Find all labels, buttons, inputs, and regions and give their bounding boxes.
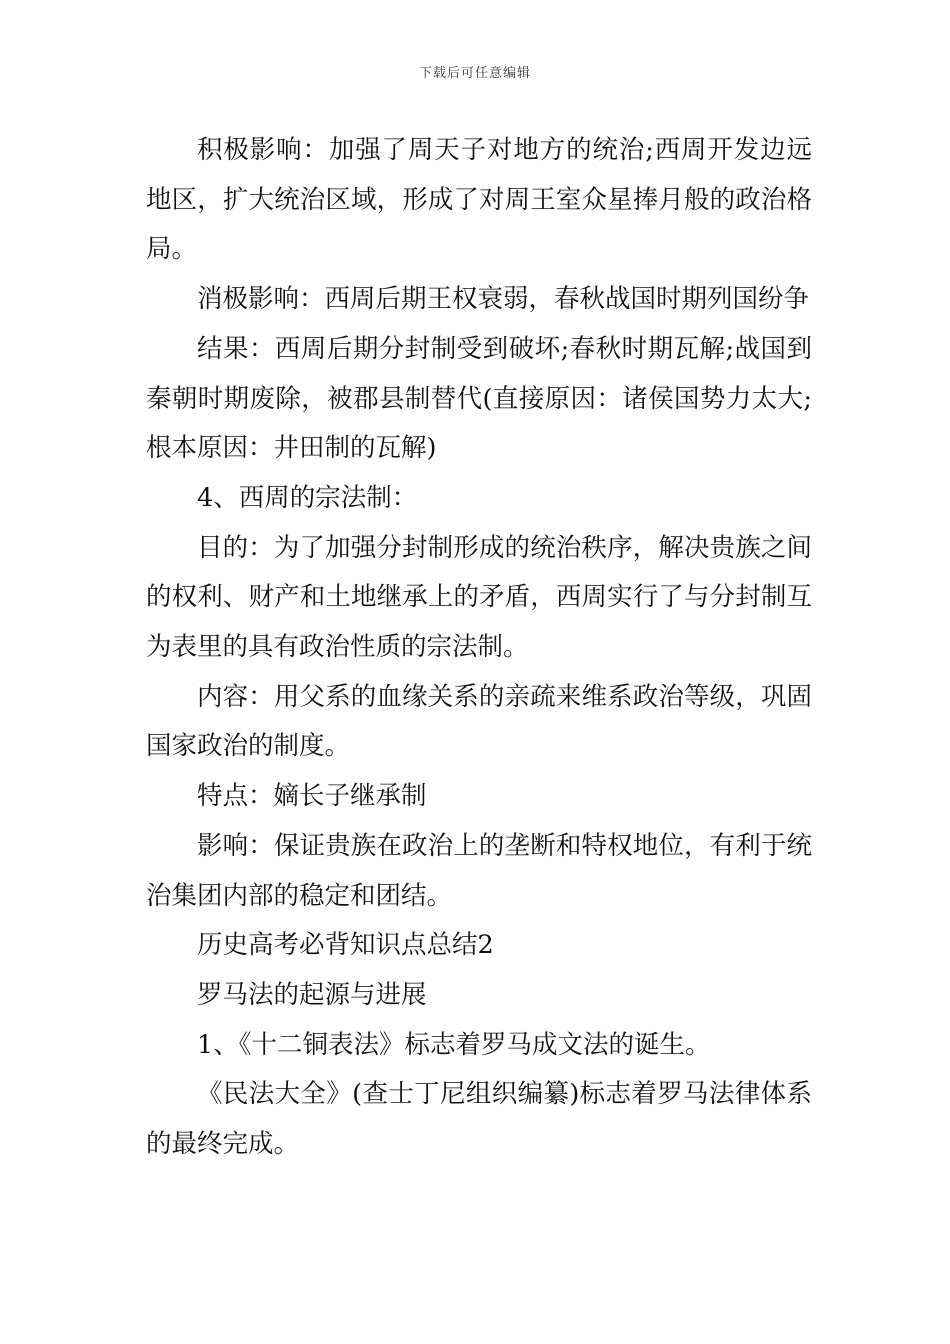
page-header: 下载后可任意编辑 <box>418 66 531 81</box>
paragraph-result: 结果：西周后期分封制受到破坏;春秋时期瓦解;战国到秦朝时期废除，被郡县制替代(直接原因：诸侯国势力太大;根本原因：井田制的瓦解) <box>146 333 812 464</box>
section-heading-clan-system: 4、西周的宗法制： <box>197 482 418 513</box>
paragraph-negative-impact: 消极影响：西周后期王权衰弱，春秋战国时期列国纷争 <box>197 284 810 315</box>
paragraph-corpus-juris: 《民法大全》(查士丁尼组织编纂)标志着罗马法律体系的最终完成。 <box>146 1079 812 1160</box>
paragraph-purpose: 目的：为了加强分封制形成的统治秩序，解决贵族之间的权利、财产和土地继承上的矛盾，西周实行了与分封制互为表里的具有政治性质的宗法制。 <box>146 532 812 663</box>
paragraph-features: 特点：嫡长子继承制 <box>197 781 427 812</box>
document-body <box>146 126 812 1170</box>
paragraph-positive-impact: 积极影响：加强了周天子对地方的统治;西周开发边远地区，扩大统治区域，形成了对周王室众星捧月般的政治格局。 <box>146 135 812 265</box>
section-title-summary-2: 历史高考必背知识点总结2 <box>197 930 494 961</box>
paragraph-influence: 影响：保证贵族在政治上的垄断和特权地位，有利于统治集团内部的稳定和团结。 <box>146 830 812 911</box>
paragraph-twelve-tables: 1、《十二铜表法》标志着罗马成文法的诞生。 <box>197 1029 711 1060</box>
section-subtitle-roman-law: 罗马法的起源与进展 <box>197 979 427 1010</box>
paragraph-content: 内容：用父系的血缘关系的亲疏来维系政治等级，巩固国家政治的制度。 <box>146 681 812 762</box>
